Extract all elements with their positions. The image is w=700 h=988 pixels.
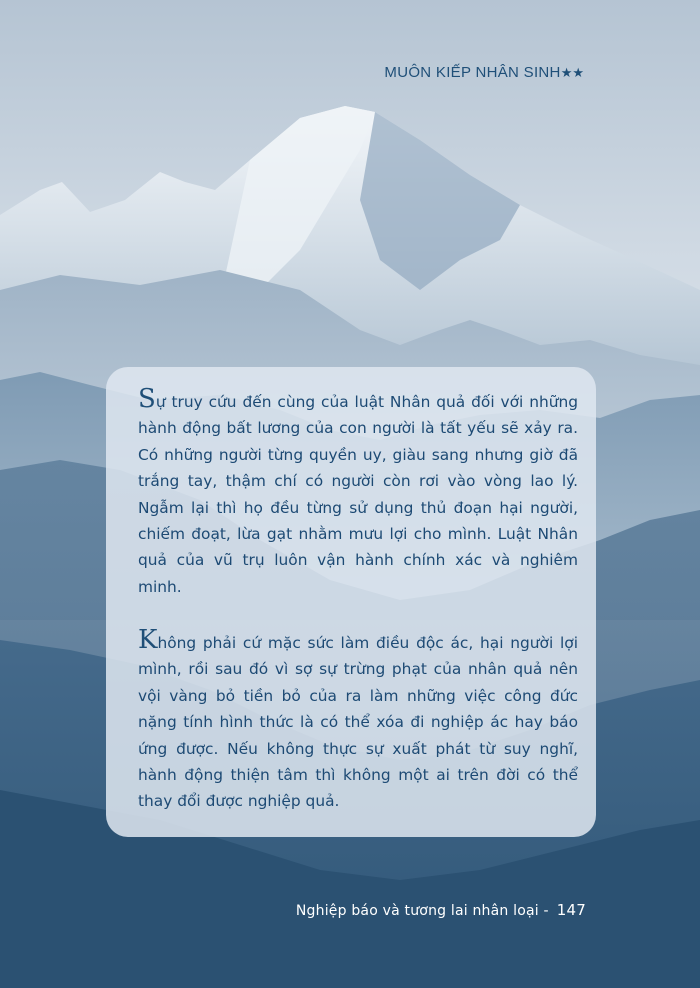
paragraph-1-text: ự truy cứu đến cùng của luật Nhân quả đối với những hành động bất lương của con người là tất yếu sẽ xảy ra. Có những người từng quyền uy, giàu sang nhưng giờ đã trắng tay, thậm chí có người còn rơi vào vòng lao lý. Ngẫm lại thì họ đều từng sử dụng thủ đoạn hại người, chiếm đoạt, lừa gạt nhằm mưu lợi cho mình. Luật Nhân quả của vũ trụ luôn vận hành chính xác và nghiêm minh. [138,393,578,596]
paragraph-1 [138,384,578,600]
star-ornament-icon: ★★ [560,65,584,80]
page-number: 147 [556,901,586,919]
chapter-title: Nghiệp báo và tương lai nhân loại - [295,903,549,919]
running-footer [296,901,586,919]
paragraph-2-text: hông phải cứ mặc sức làm điều độc ác, hại người lợi mình, rồi sau đó vì sợ sự trừng phạt của nhân quả nên vội vàng bỏ tiền bỏ của ra làm những việc công đức nặng tính hình thức là có thể xóa đi nghiệp ác hay báo ứng được. Nếu không thực sự xuất phát từ suy nghĩ, hành động thiện tâm thì không một ai trên đời có thể thay đổi được nghiệp quả. [138,634,578,811]
book-title: MUÔN KIẾP NHÂN SINH [384,64,561,81]
running-header [384,64,584,81]
dropcap-2: K [138,625,158,655]
dropcap-1: S [138,384,156,414]
paragraph-2 [138,625,578,815]
